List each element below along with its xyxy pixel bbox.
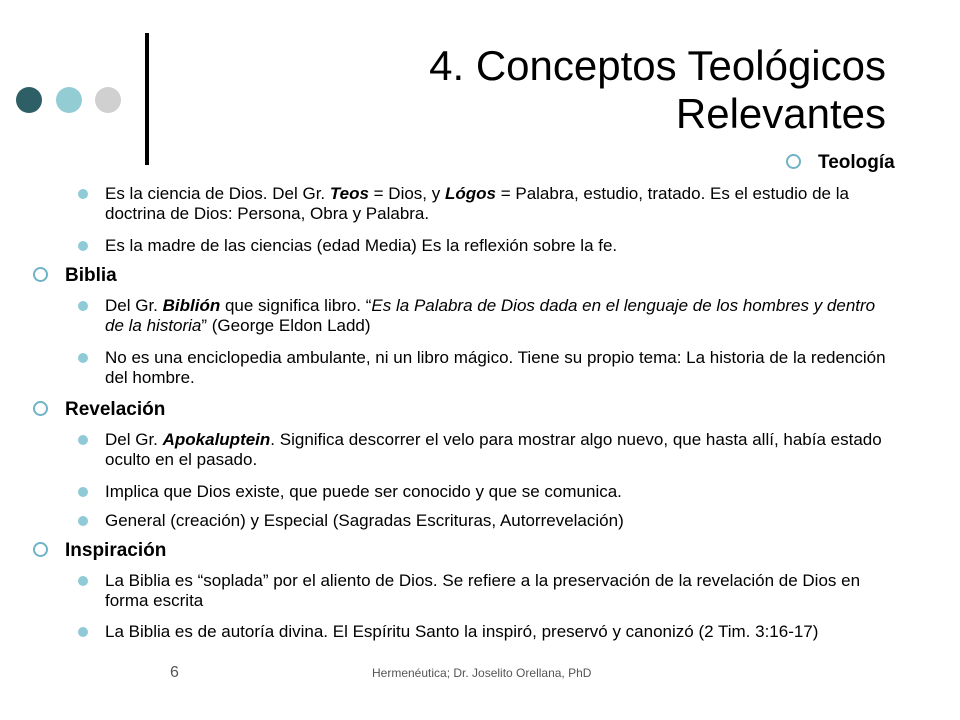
ring-bullet-icon <box>33 401 48 416</box>
dot-bullet-icon <box>78 353 88 363</box>
dot-bullet-icon <box>78 516 88 526</box>
dot-bullet-icon <box>78 301 88 311</box>
slide-title <box>429 42 886 138</box>
list-item: La Biblia es “soplada” por el aliento de Dios. Se refiere a la preservación de la revelación de Dios en forma escrita <box>105 571 895 611</box>
list-item: Es la madre de las ciencias (edad Media) Es la reflexión sobre la fe. <box>105 236 895 256</box>
list-item: Es la ciencia de Dios. Del Gr. Teos = Dios, y Lógos = Palabra, estudio, tratado. Es el estudio de la doctrina de Dios: Persona, Obra y Palabra. <box>105 184 895 224</box>
dot-bullet-icon <box>78 576 88 586</box>
page-number: 6 <box>170 664 179 681</box>
title-line-2: Relevantes <box>675 90 886 137</box>
list-item: Del Gr. Biblión que significa libro. “Es la Palabra de Dios dada en el lenguaje de los hombres y dentro de la historia” (George Eldon Ladd) <box>105 296 895 336</box>
dot-bullet-icon <box>78 487 88 497</box>
dot-bullet-icon <box>78 241 88 251</box>
list-item: General (creación) y Especial (Sagradas Escrituras, Autorrevelación) <box>105 511 895 531</box>
section-heading-teologia: Teología <box>818 152 895 174</box>
decor-dot-teal <box>56 87 82 113</box>
decor-dot-gray <box>95 87 121 113</box>
list-item: No es una enciclopedia ambulante, ni un libro mágico. Tiene su propio tema: La historia de la redención del hombre. <box>105 348 895 388</box>
dot-bullet-icon <box>78 189 88 199</box>
list-item: La Biblia es de autoría divina. El Espíritu Santo la inspiró, preservó y canonizó (2 Tim. 3:16-17) <box>105 622 895 642</box>
section-heading-biblia: Biblia <box>65 265 117 287</box>
dot-bullet-icon <box>78 627 88 637</box>
ring-bullet-icon <box>33 267 48 282</box>
dot-bullet-icon <box>78 435 88 445</box>
list-item: Implica que Dios existe, que puede ser conocido y que se comunica. <box>105 482 895 502</box>
footer-credit: Hermenéutica; Dr. Joselito Orellana, PhD <box>372 666 592 680</box>
list-item: Del Gr. Apokaluptein. Significa descorrer el velo para mostrar algo nuevo, que hasta allí, había estado oculto en el pasado. <box>105 430 895 470</box>
section-heading-inspiracion: Inspiración <box>65 540 166 562</box>
section-heading-revelacion: Revelación <box>65 399 165 421</box>
decor-dot-dark <box>16 87 42 113</box>
ring-bullet-icon <box>786 154 801 169</box>
title-divider <box>145 33 149 165</box>
ring-bullet-icon <box>33 542 48 557</box>
title-line-1: 4. Conceptos Teológicos <box>429 42 886 89</box>
